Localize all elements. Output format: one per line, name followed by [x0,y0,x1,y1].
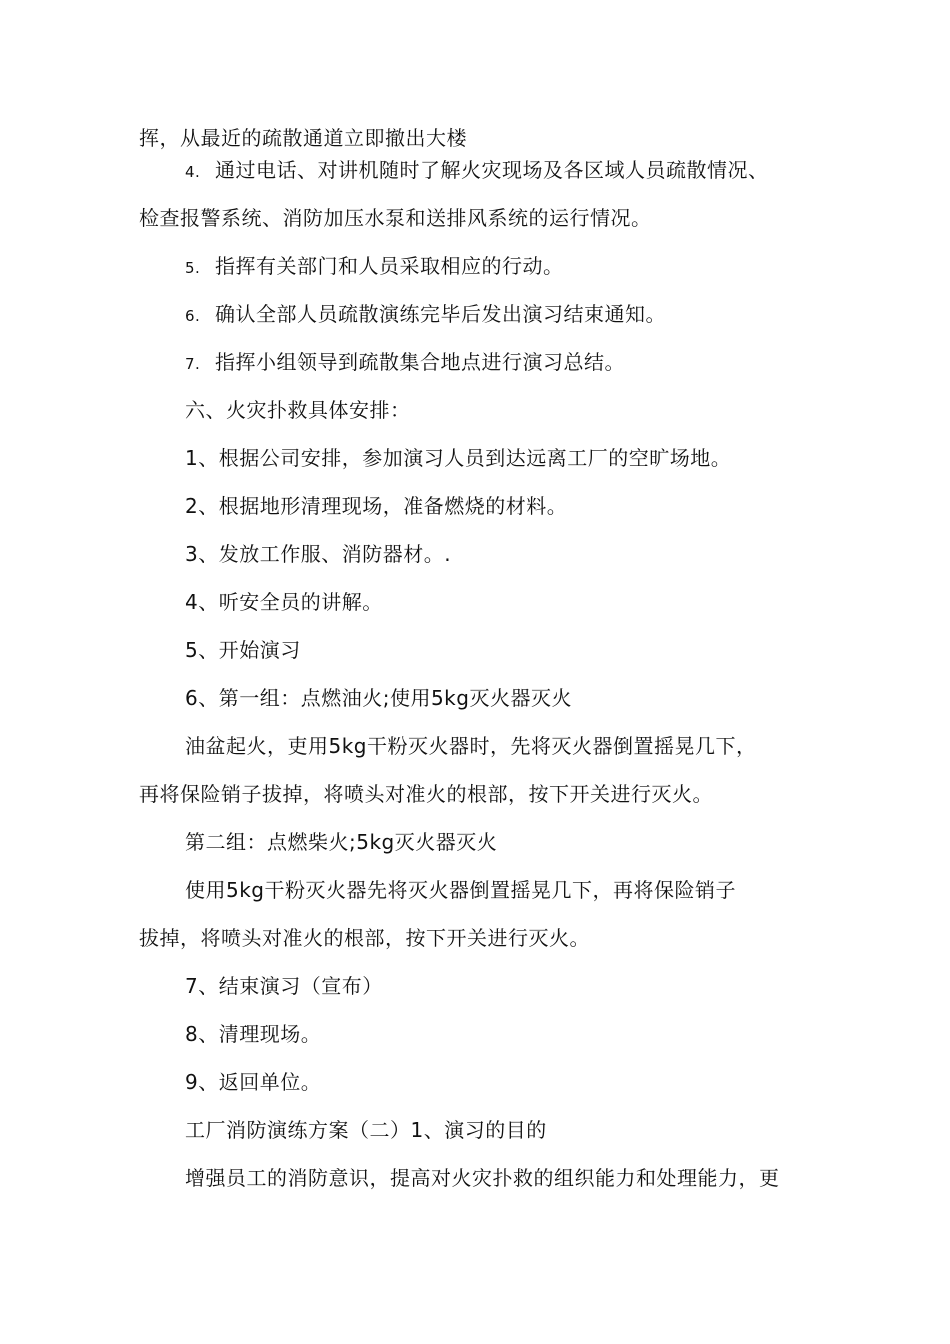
item-text: 指挥小组领导到疏散集合地点进行演习总结。 [215,350,625,374]
text-line: 7、结束演习（宣布） [185,974,383,998]
item-number: 6. [185,307,201,325]
text-line: 油盆起火，吏用5kg干粉灭火器时，先将灭火器倒置摇晃几下， [185,734,757,758]
text-line: 5、开始演习 [185,638,301,662]
text-line: 再将保险销子拔掉，将喷头对准火的根部，按下开关进行灭火。 [139,782,713,806]
section-heading: 六、火灾扑救具体安排： [185,398,411,422]
text-line: 3、发放工作服、消防器材。. [185,542,452,566]
text-line: 1、根据公司安排，参加演习人员到达远离工厂的空旷场地。 [185,446,732,470]
numbered-line [185,349,625,377]
text-line: 2、根据地形清理现场，准备燃烧的材料。 [185,494,568,518]
item-number: 7. [185,355,201,373]
text-line: 增强员工的消防意识，提高对火灾扑救的组织能力和处理能力，更 [185,1166,780,1190]
text-line: 9、返回单位。 [185,1070,322,1094]
item-text: 确认全部人员疏散演练完毕后发出演习结束通知。 [215,302,666,326]
text-line: 挥，从最近的疏散通道立即撤出大楼 [139,126,467,150]
text-line: 6、第一组：点燃油火;使用5kg灭火器灭火 [185,686,572,710]
item-text: 指挥有关部门和人员采取相应的行动。 [215,254,564,278]
numbered-line [185,157,769,185]
text-line: 检查报警系统、消防加压水泵和送排风系统的运行情况。 [139,206,652,230]
item-text: 通过电话、对讲机随时了解火灾现场及各区域人员疏散情况、 [215,158,769,182]
text-line: 使用5kg干粉灭火器先将灭火器倒置摇晃几下，再将保险销子 [185,878,737,902]
text-line: 4、听安全员的讲解。 [185,590,383,614]
item-number: 4. [185,163,201,181]
section-heading: 工厂消防演练方案（二）1、演习的目的 [185,1118,547,1142]
numbered-line [185,253,564,281]
text-line: 第二组：点燃柴火;5kg灭火器灭火 [185,830,498,854]
text-line: 8、清理现场。 [185,1022,322,1046]
text-line: 拔掉，将喷头对准火的根部，按下开关进行灭火。 [139,926,590,950]
item-number: 5. [185,259,201,277]
numbered-line [185,301,666,329]
